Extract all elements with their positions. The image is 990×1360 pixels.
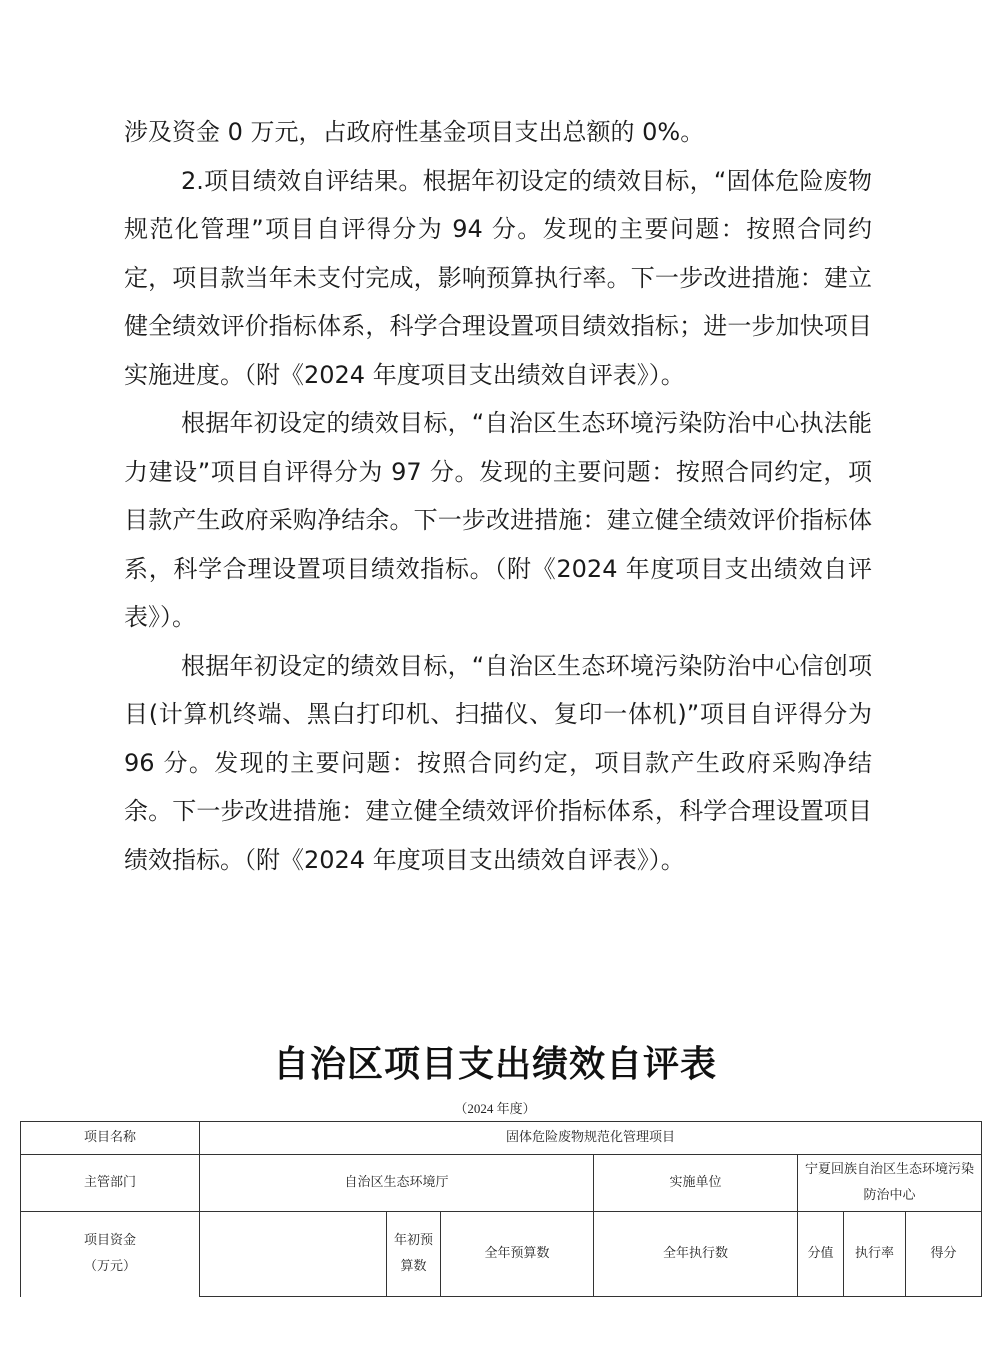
col-full-year-exec: 全年执行数 (594, 1212, 798, 1297)
paragraph-self-evaluation-3: 根据年初设定的绩效目标，“自治区生态环境污染防治中心信创项目(计算机终端、黑白打印机、扫描仪、复印一体机)”项目自评得分为 96 分。发现的主要问题：按照合同约定，项目款产生政府采购净结余。下一步改进措施：建立健全绩效评价指标体系，科学合理设置项目绩效指标。（附《2024 年度项目支出绩效自评表》）。 (124, 651, 872, 874)
body-text (124, 108, 872, 884)
table-title: 自治区项目支出绩效自评表 (272, 1043, 717, 1085)
col-score: 得分 (906, 1212, 982, 1297)
performance-table (20, 1121, 982, 1297)
col-exec-rate: 执行率 (844, 1212, 906, 1297)
table-row (21, 1155, 982, 1212)
table-year: （2024 年度） (454, 1101, 536, 1116)
project-name-label: 项目名称 (21, 1122, 200, 1155)
col-full-year-budget: 全年预算数 (441, 1212, 594, 1297)
blank-cell (200, 1212, 387, 1297)
paragraph-continuation: 涉及资金 0 万元，占政府性基金项目支出总额的 0%。 (124, 118, 705, 146)
funds-unit: （万元） (83, 1259, 136, 1275)
project-name-value: 固体危险废物规范化管理项目 (200, 1122, 982, 1155)
unit-value: 宁夏回族自治区生态环境污染防治中心 (798, 1155, 982, 1212)
table-row (21, 1122, 982, 1155)
col-score-value: 分值 (798, 1212, 844, 1297)
funds-label: 项目资金 (83, 1233, 136, 1249)
dept-label: 主管部门 (21, 1155, 200, 1212)
paragraph-self-evaluation-1: 2.项目绩效自评结果。根据年初设定的绩效目标，“固体危险废物规范化管理”项目自评得分为 94 分。发现的主要问题：按照合同约定，项目款当年未支付完成，影响预算执行率。下一步改进措施：建立健全绩效评价指标体系，科学合理设置项目绩效指标；进一步加快项目实施进度。（附《2024 年度项目支出绩效自评表》）。 (124, 166, 872, 389)
funds-label-cell (21, 1212, 200, 1297)
col-initial-budget: 年初预算数 (387, 1212, 441, 1297)
paragraph-self-evaluation-2: 根据年初设定的绩效目标，“自治区生态环境污染防治中心执法能力建设”项目自评得分为 97 分。发现的主要问题：按照合同约定，项目款产生政府采购净结余。下一步改进措施：建立健全绩效评价指标体系，科学合理设置项目绩效指标。（附《2024 年度项目支出绩效自评表》）。 (124, 409, 872, 631)
dept-value: 自治区生态环境厅 (200, 1155, 594, 1212)
table-row (21, 1212, 982, 1297)
unit-label: 实施单位 (594, 1155, 798, 1212)
